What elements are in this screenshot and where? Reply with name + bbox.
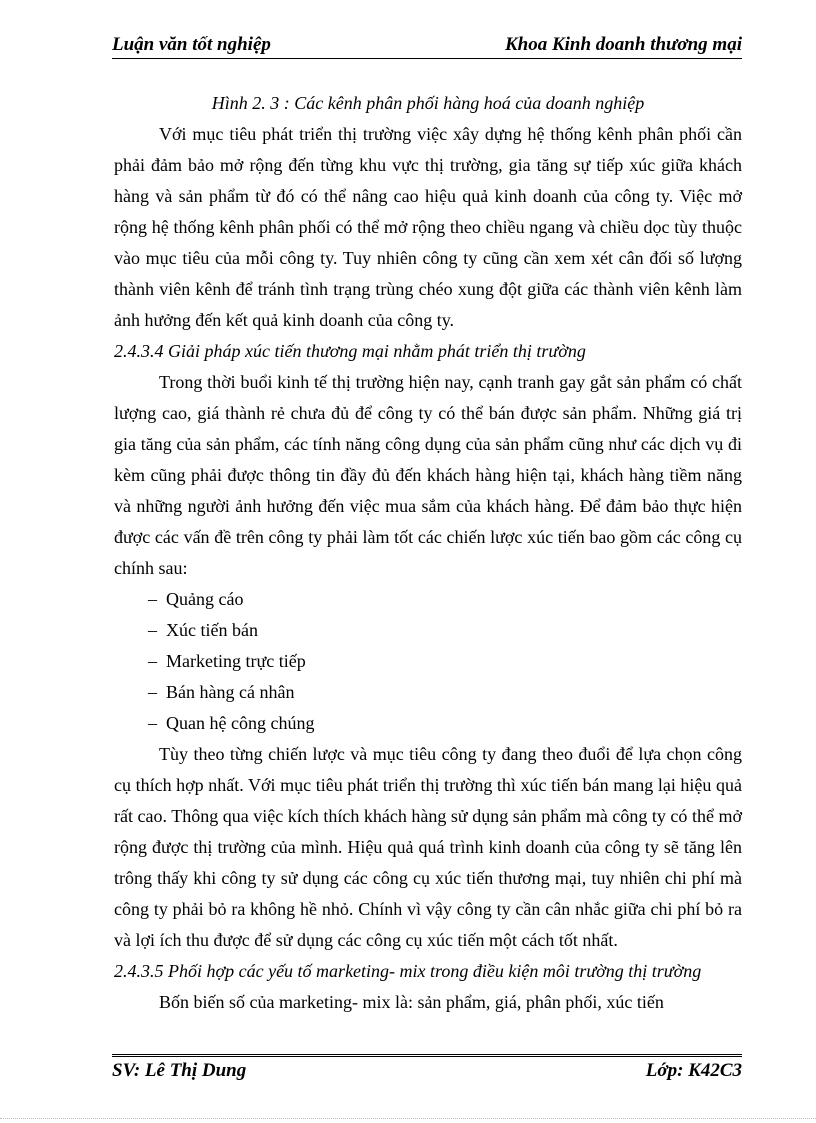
header-thesis-title: Luận văn tốt nghiệp xyxy=(112,34,271,55)
page-footer xyxy=(112,1060,742,1086)
section-heading-promotion: 2.4.3.4 Giải pháp xúc tiến thương mại nhằm phát triển thị trường xyxy=(114,341,586,361)
list-item: – Bán hàng cá nhân xyxy=(114,677,742,708)
paragraph-marketing-mix: Bốn biến số của marketing- mix là: sản phẩm, giá, phân phối, xúc tiến xyxy=(159,992,664,1012)
dash-bullet: – xyxy=(148,682,157,702)
paragraph-promotion-strategy: Tùy theo từng chiến lược và mục tiêu công ty đang theo đuổi để lựa chọn công cụ thích hợp nhất. Với mục tiêu phát triển thị trường thì xúc tiến bán mang lại hiệu quả rất cao. Thông qua việc kích thích khách hàng sử dụng sản phẩm mà công ty có thể mở rộng được thị trường của mình. Hiệu quả quá trình kinh doanh của công ty sẽ tăng lên trông thấy khi công ty sử dụng các công cụ xúc tiến thương mại, tuy nhiên chi phí mà công ty phải bỏ ra không hề nhỏ. Chính vì vậy công ty cần cân nhắc giữa chi phí bỏ ra và lợi ích thu được để sử dụng các công cụ xúc tiến một cách tốt nhất. xyxy=(114,744,742,950)
page-header xyxy=(112,34,742,60)
list-item: – Quảng cáo xyxy=(114,584,742,615)
dash-bullet: – xyxy=(148,713,157,733)
list-item: – Xúc tiến bán xyxy=(114,615,742,646)
footer-student-name: SV: Lê Thị Dung xyxy=(112,1060,247,1081)
paragraph-promotion-intro: Trong thời buổi kinh tế thị trường hiện nay, cạnh tranh gay gắt sản phẩm có chất lượng cao, giá thành rẻ chưa đủ để công ty có thể bán được sản phẩm. Những giá trị gia tăng của sản phẩm, các tính năng công dụng của sản phẩm cũng như các dịch vụ đi kèm cũng phải được thông tin đầy đủ đến khách hàng hiện tại, khách hàng tiềm năng và những người ảnh hưởng đến việc mua sắm của khách hàng. Để đảm bảo thực hiện được các vấn đề trên công ty phải làm tốt các chiến lược xúc tiến bao gồm các công cụ chính sau: xyxy=(114,372,742,578)
page-bottom-border xyxy=(0,1118,816,1119)
header-divider xyxy=(112,58,742,59)
promotion-tools-list xyxy=(114,584,742,739)
paragraph-distribution-channels: Với mục tiêu phát triển thị trường việc xây dựng hệ thống kênh phân phối cần phải đảm bảo mở rộng đến từng khu vực thị trường, gia tăng sự tiếp xúc giữa khách hàng và sản phẩm từ đó có thể nâng cao hiệu quả kinh doanh của công ty. Việc mở rộng hệ thống kênh phân phối có thể mở rộng theo chiều ngang và chiều dọc tùy thuộc vào mục tiêu của mỗi công ty. Tuy nhiên công ty cũng cần xem xét cân đối số lượng thành viên kênh để tránh tình trạng trùng chéo xung đột giữa các thành viên kênh làm ảnh hưởng đến kết quả kinh doanh của công ty. xyxy=(114,124,742,330)
dash-bullet: – xyxy=(148,651,157,671)
list-item: – Marketing trực tiếp xyxy=(114,646,742,677)
footer-divider xyxy=(112,1054,742,1059)
dash-bullet: – xyxy=(148,589,157,609)
dash-bullet: – xyxy=(148,620,157,640)
figure-caption: Hình 2. 3 : Các kênh phân phối hàng hoá của doanh nghiệp xyxy=(211,93,645,113)
header-faculty: Khoa Kinh doanh thương mại xyxy=(504,34,742,55)
page-body xyxy=(114,88,742,1018)
list-item: – Quan hệ công chúng xyxy=(114,708,742,739)
section-heading-marketing-mix: 2.4.3.5 Phối hợp các yếu tố marketing- mix trong điều kiện môi trường thị trường xyxy=(114,961,702,981)
footer-class: Lớp: K42C3 xyxy=(645,1060,742,1081)
